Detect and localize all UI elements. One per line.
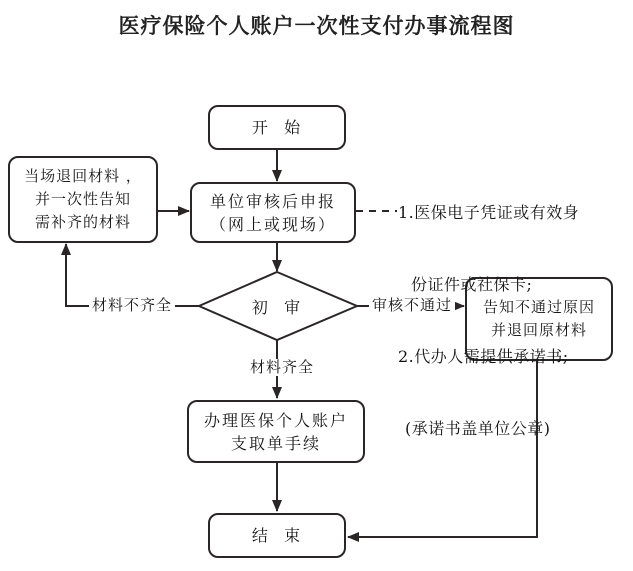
node-start-label: 开 始 xyxy=(251,118,303,137)
note-line3: 2.代办人需提供承诺书; xyxy=(398,347,569,366)
edge-label-materials-incomplete: 材料不齐全 xyxy=(89,297,175,314)
node-return-line2: 并一次性告知 xyxy=(34,190,131,208)
node-end xyxy=(208,513,346,558)
node-notify-line1: 告知不通过原因 xyxy=(482,298,595,316)
note-line4: (承诺书盖单位公章) xyxy=(405,419,551,438)
node-handle-line2: 支取单手续 xyxy=(230,433,321,453)
note-line1: 1.医保电子凭证或有效身 xyxy=(398,203,580,222)
note-required-documents xyxy=(398,153,628,489)
node-initial-review-label: 初 审 xyxy=(251,298,303,317)
node-handle-line1: 办理医保个人账户 xyxy=(203,410,348,430)
node-end-label: 结 束 xyxy=(251,526,303,545)
node-declare xyxy=(190,182,356,243)
edge-label-review-failed: 审核不通过 xyxy=(369,297,455,314)
node-notify-line2: 并退回原材料 xyxy=(490,321,587,339)
node-return-line3: 需补齐的材料 xyxy=(34,213,131,231)
node-declare-line2: （网上或现场） xyxy=(209,214,336,234)
node-start xyxy=(208,105,346,150)
node-return-line1: 当场退回材料 ， xyxy=(24,167,142,185)
node-handle-withdrawal xyxy=(187,400,365,463)
edge-label-materials-complete: 材料齐全 xyxy=(247,359,317,376)
page-title: 医疗保险个人账户一次性支付办事流程图 xyxy=(118,13,515,38)
node-declare-line1: 单位审核后申报 xyxy=(209,191,336,211)
node-return-materials xyxy=(8,156,158,243)
note-line2: 份证件或社保卡; xyxy=(411,275,533,294)
